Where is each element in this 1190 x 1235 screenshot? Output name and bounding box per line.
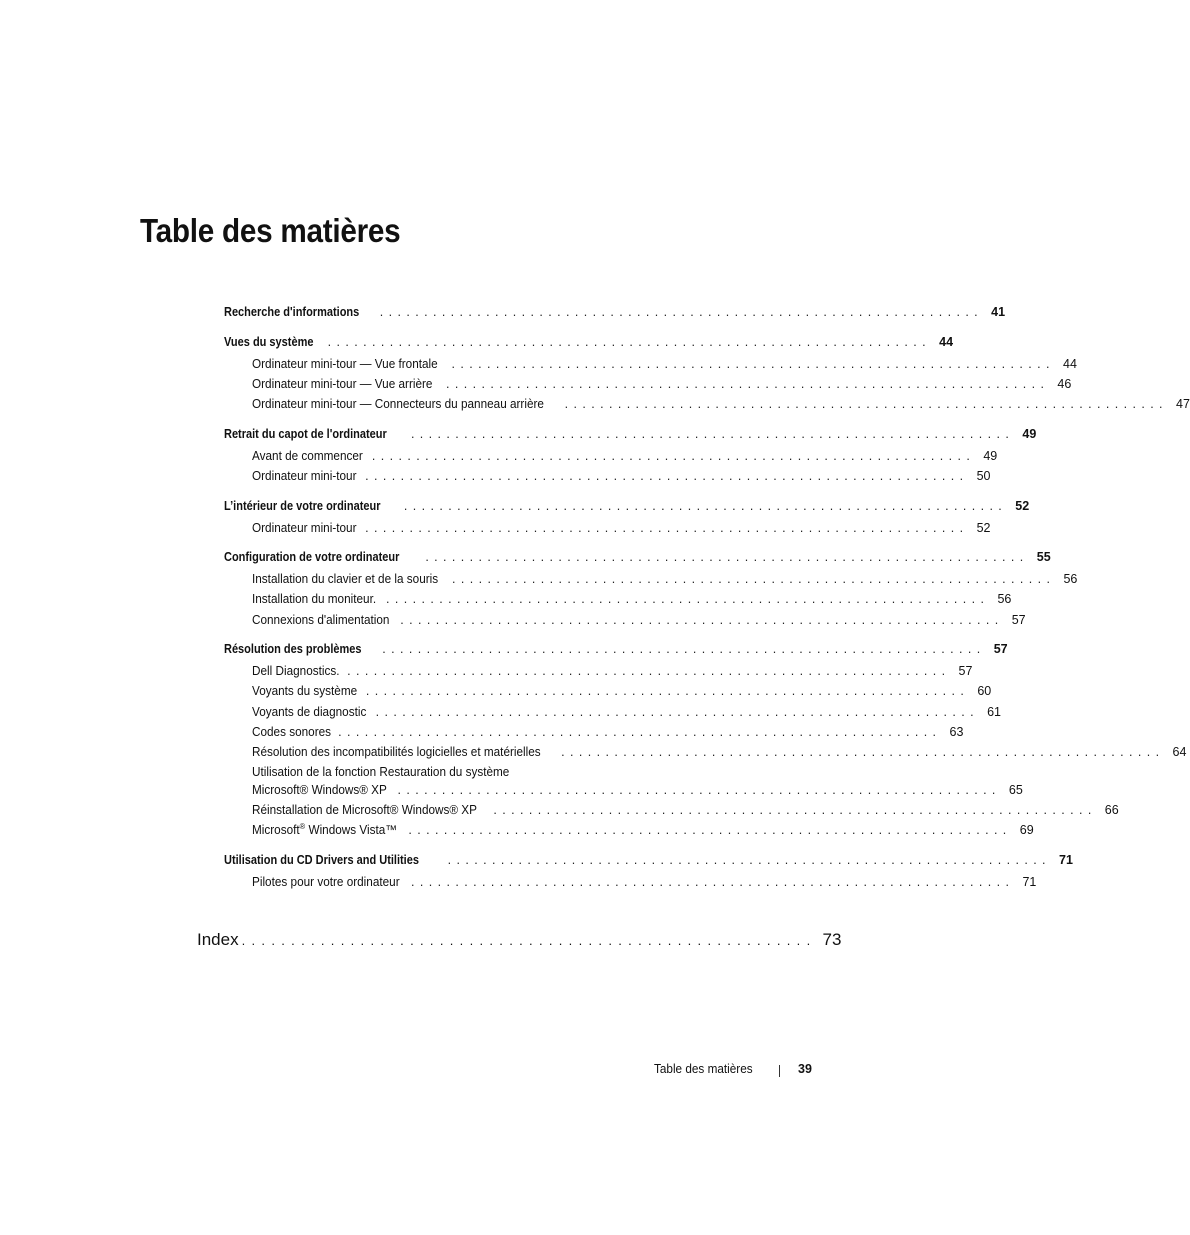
toc-entry-label: Dell Diagnostics. (252, 664, 340, 678)
dot-leader: .................................................................... (408, 823, 1012, 837)
toc-entry[interactable] (224, 548, 1051, 566)
toc-entry-page: 63 (949, 725, 964, 739)
toc-entry-page: 64 (1172, 745, 1187, 759)
toc-entry-page: 60 (977, 684, 992, 698)
dot-leader: .................................................................... (371, 449, 976, 463)
toc-entry-page: 52 (976, 521, 991, 535)
dot-leader: .................................................................... (411, 875, 1015, 889)
toc-entry-label: Avant de commencer (252, 449, 363, 463)
registered-mark: ® (299, 821, 306, 831)
toc-entry-label: Voyants de diagnostic (252, 705, 367, 719)
toc-entry-page: 71 (1059, 853, 1073, 867)
toc-entry-label: Connexions d'alimentation (252, 613, 390, 627)
toc-entry-label: Ordinateur mini-tour (252, 521, 357, 535)
toc-entry-label: Ordinateur mini-tour — Connecteurs du panneau arrière (252, 397, 544, 411)
toc-entry-page: 44 (939, 335, 954, 349)
dot-leader: .................................................................... (347, 664, 951, 678)
toc-entry-label: Codes sonores (252, 725, 332, 739)
toc-entry-page: 49 (1022, 427, 1037, 441)
toc-entry-label: Résolution des incompatibilités logicielles et matérielles (252, 745, 541, 759)
toc-subentry[interactable] (252, 662, 973, 680)
toc-entry[interactable] (224, 425, 1037, 443)
footer-page-number: 39 (798, 1062, 812, 1076)
toc-entry-page: 56 (997, 592, 1012, 606)
toc-entry-page: 57 (993, 642, 1008, 656)
toc-entry-label: Vues du système (224, 335, 314, 349)
toc-subentry[interactable] (252, 395, 1190, 413)
toc-entry-label: Ordinateur mini-tour (252, 469, 357, 483)
toc-entry-page: 57 (958, 664, 973, 678)
toc-entry-label: Réinstallation de Microsoft® Windows® XP (252, 803, 477, 817)
toc-subentry[interactable] (252, 703, 1001, 721)
dot-leader: .................................................................... (451, 357, 1055, 371)
toc-subentry[interactable] (252, 781, 1023, 799)
footer-divider (779, 1065, 780, 1077)
toc-entry-label: Ordinateur mini-tour — Vue arrière (252, 377, 433, 391)
toc-subentry[interactable] (252, 611, 1026, 629)
page-title: Table des matières (140, 212, 401, 249)
toc-entry-label (252, 821, 397, 839)
toc-subentry[interactable] (252, 821, 1034, 839)
dot-leader: .................................................................... (561, 745, 1165, 759)
toc-entry-page: 50 (976, 469, 991, 483)
dot-leader: .................................................................... (452, 572, 1056, 586)
toc-subentry[interactable] (252, 873, 1037, 891)
index-page: 73 (822, 930, 842, 949)
dot-leader: .................................................................... (447, 853, 1051, 867)
toc-subentry[interactable] (252, 447, 998, 465)
toc-entry-page: 56 (1063, 572, 1078, 586)
toc-subentry[interactable] (252, 375, 1072, 393)
dot-leader: .................................................................... (386, 592, 990, 606)
toc-entry[interactable] (224, 303, 1006, 321)
toc-subentry[interactable] (252, 723, 964, 741)
toc-entry-label: Résolution des problèmes (224, 642, 362, 656)
toc-entry-page: 46 (1057, 377, 1072, 391)
toc-subentry[interactable] (252, 590, 1012, 608)
toc-entry-label: Installation du clavier et de la souris (252, 572, 439, 586)
toc-entry[interactable] (224, 333, 954, 351)
index-entry[interactable] (197, 929, 842, 951)
toc-entry-page: 65 (1008, 783, 1023, 797)
dot-leader: .................................................................... (338, 725, 942, 739)
toc-entry-label: Recherche d'informations (224, 305, 360, 319)
toc-entry-page: 52 (1015, 499, 1030, 513)
toc-entry[interactable] (224, 497, 1030, 515)
index-label: Index (197, 930, 239, 949)
dot-leader: .................................................................... (397, 783, 1001, 797)
toc-subentry-label-line: Utilisation de la fonction Restauration du système (252, 765, 510, 779)
toc-subentry[interactable] (252, 570, 1078, 588)
toc-entry-label: Pilotes pour votre ordinateur (252, 875, 400, 889)
toc-entry-label: Voyants du système (252, 684, 358, 698)
dot-leader: .................................................................... (375, 705, 979, 719)
toc-entry-label: Installation du moniteur. (252, 592, 377, 606)
dot-leader: .................................................................... (564, 397, 1168, 411)
toc-entry-page: 47 (1176, 397, 1190, 411)
dot-leader: .......................................................... (241, 933, 817, 948)
dot-leader: .................................................................... (382, 642, 986, 656)
toc-entry-page: 55 (1036, 550, 1051, 564)
dot-leader: .................................................................... (400, 613, 1004, 627)
dot-leader: .................................................................... (493, 803, 1097, 817)
toc-entry-label: L’intérieur de votre ordinateur (224, 499, 381, 513)
toc-entry-page: 44 (1063, 357, 1077, 371)
toc-entry-label-part: Microsoft (252, 823, 300, 837)
dot-leader: .................................................................... (379, 305, 984, 319)
toc-entry-label-part: Windows Vista™ (305, 823, 398, 837)
toc-subentry[interactable] (252, 467, 991, 485)
dot-leader: .................................................................... (445, 377, 1050, 391)
footer-section-title: Table des matières (654, 1062, 753, 1076)
dot-leader: .................................................................... (425, 550, 1029, 564)
toc-subentry[interactable] (252, 355, 1077, 373)
dot-leader: .................................................................... (365, 469, 969, 483)
toc-entry-label: Configuration de votre ordinateur (224, 550, 400, 564)
dot-leader: .................................................................... (403, 499, 1008, 513)
dot-leader: .................................................................... (327, 335, 932, 349)
dot-leader: .................................................................... (365, 521, 969, 535)
toc-subentry[interactable] (252, 682, 992, 700)
dot-leader: .................................................................... (365, 684, 970, 698)
toc-entry-label: Retrait du capot de l'ordinateur (224, 427, 387, 441)
toc-entry-page: 41 (991, 305, 1006, 319)
toc-entry-page: 57 (1011, 613, 1026, 627)
toc-entry-label: Utilisation du CD Drivers and Utilities (224, 853, 419, 867)
toc-entry[interactable] (224, 851, 1073, 869)
dot-leader: .................................................................... (410, 427, 1015, 441)
toc-entry-page: 69 (1019, 823, 1034, 837)
toc-subentry[interactable] (252, 519, 991, 537)
toc-subentry[interactable] (252, 801, 1119, 819)
toc-subentry[interactable] (252, 743, 1187, 761)
toc-entry-page: 61 (987, 705, 1001, 719)
toc-entry-page: 66 (1104, 803, 1119, 817)
toc-entry-page: 71 (1022, 875, 1037, 889)
toc-entry-label: Microsoft® Windows® XP (252, 783, 387, 797)
toc-entry-label: Ordinateur mini-tour — Vue frontale (252, 357, 438, 371)
toc-entry-page: 49 (983, 449, 998, 463)
toc-entry[interactable] (224, 640, 1008, 658)
